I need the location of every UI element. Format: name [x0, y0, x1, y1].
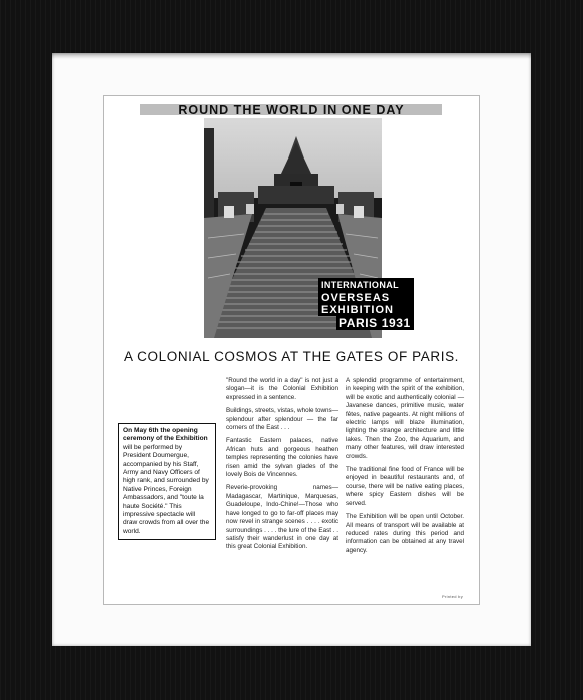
badge-line-3: EXHIBITION — [318, 304, 414, 316]
box-text: will be performed by President Doumergue, accompanied by his Staff, Army and Navy Officers of high rank, and surrounded by Native Princes, Foreign Ambassadors, and "toute la haute Société." This impressive spectacle will draw crowds from all over the world. — [123, 443, 210, 535]
paragraph: A splendid programme of entertainment, in keeping with the spirit of the exhibition, will be exotic and authentically colonial — Javanese dances, primitive music, water fêtes, native pageants. At night millions of electric lamps will blaze illumination, lighting the strange architecture and little lakes. Then the Zoo, the Aquarium, and many other features, will draw interested crowds. — [346, 377, 464, 460]
badge-line-1: INTERNATIONAL — [318, 278, 414, 292]
mat-shadow — [52, 53, 531, 59]
paragraph: "Round the world in a day" is not just a slogan—it is the Colonial Exhibition expressed in a sentence. — [226, 377, 338, 401]
paragraph: Buildings, streets, vistas, whole towns—splendour after splendour — the far corners of the East . . . — [226, 407, 338, 432]
paragraph: Fantastic Eastern palaces, native African huts and gorgeous heathen temples representing the colonies have risen amid the sylvan glades of the lovely Bois de Vincennes. — [226, 437, 338, 479]
text-column-3 — [346, 377, 464, 560]
box-intro: On May 6th the opening ceremony of the Exhibition — [123, 427, 208, 443]
text-column-2 — [226, 377, 338, 557]
headline — [104, 103, 479, 117]
poster — [104, 96, 479, 604]
paragraph: Reverie-provoking names—Madagascar, Martinique, Marquesas, Guadeloupe, Indo-Chine!—Those who have longed to go to far-off places may now revel in strange scenes . . . . exotic surroundings . . . . the lure of the East . . satisfy their wanderlust in one day at this great Colonial Exhibition. — [226, 484, 339, 551]
opening-ceremony-box — [118, 423, 216, 540]
subheading: A COLONIAL COSMOS AT THE GATES OF PARIS. — [123, 349, 460, 364]
headline-text: ROUND THE WORLD IN ONE DAY — [178, 103, 405, 117]
printer-credit: Printed by — [442, 594, 464, 599]
badge-line-4: PARIS 1931 — [336, 316, 414, 330]
paragraph: The traditional fine food of France will be enjoyed in beautiful restaurants and, of course, there will be native eating places, where spicy Eastern dishes will be served. — [346, 466, 464, 507]
paragraph: The Exhibition will be open until October. All means of transport will be available at reduced rates during this period and information can be obtained at any travel agency. — [346, 513, 464, 554]
exhibition-badge — [318, 278, 414, 332]
badge-line-2: OVERSEAS — [318, 292, 414, 304]
